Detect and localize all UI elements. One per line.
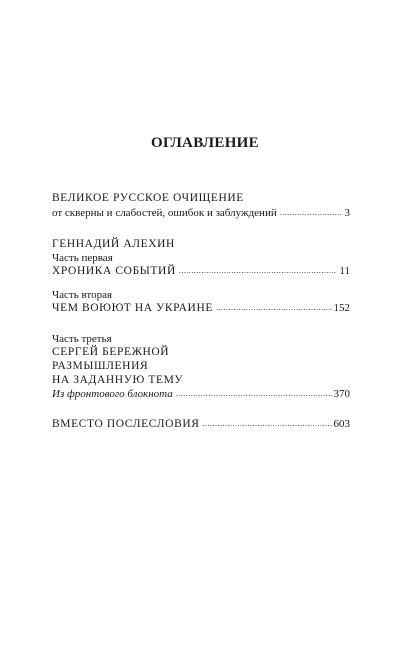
page-number: 152	[333, 302, 350, 314]
toc-part-label: Часть первая	[52, 252, 113, 264]
dot-leader	[216, 301, 332, 314]
toc-part-label: Часть третья	[52, 333, 112, 345]
page-number: 11	[339, 265, 350, 277]
dot-leader	[179, 264, 338, 277]
toc-entry-title: РАЗМЫШЛЕНИЯ	[52, 360, 149, 372]
page-number: 603	[333, 418, 350, 430]
toc-heading-great-purification: ВЕЛИКОЕ РУССКОЕ ОЧИЩЕНИЕ	[52, 192, 244, 204]
page-title: ОГЛАВЛЕНИЕ	[151, 135, 259, 151]
toc-entry-4	[52, 388, 350, 401]
toc-entry-title: ЧЕМ ВОЮЮТ НА УКРАИНЕ	[52, 302, 213, 314]
page-number: 370	[333, 388, 350, 400]
toc-entry-1	[52, 207, 350, 220]
page-number: 3	[344, 207, 350, 219]
toc-entry-subtitle: от скверны и слабостей, ошибок и заблуждений	[52, 207, 277, 219]
toc-entry-2	[52, 265, 350, 278]
toc-author-alekhin: ГЕННАДИЙ АЛЕХИН	[52, 238, 175, 250]
toc-entry-5	[52, 418, 350, 431]
toc-part-label: Часть вторая	[52, 289, 113, 301]
toc-entry-title: ХРОНИКА СОБЫТИЙ	[52, 265, 176, 277]
dot-leader	[176, 387, 332, 400]
dot-leader	[280, 206, 343, 219]
toc-entry-title: НА ЗАДАННУЮ ТЕМУ	[52, 374, 184, 386]
dot-leader	[203, 417, 332, 430]
toc-entry-3	[52, 302, 350, 315]
toc-entry-title: ВМЕСТО ПОСЛЕСЛОВИЯ	[52, 418, 200, 430]
toc-author-berezhnoy: СЕРГЕЙ БЕРЕЖНОЙ	[52, 346, 170, 358]
toc-entry-subtitle: Из фронтового блокнота	[52, 388, 173, 400]
